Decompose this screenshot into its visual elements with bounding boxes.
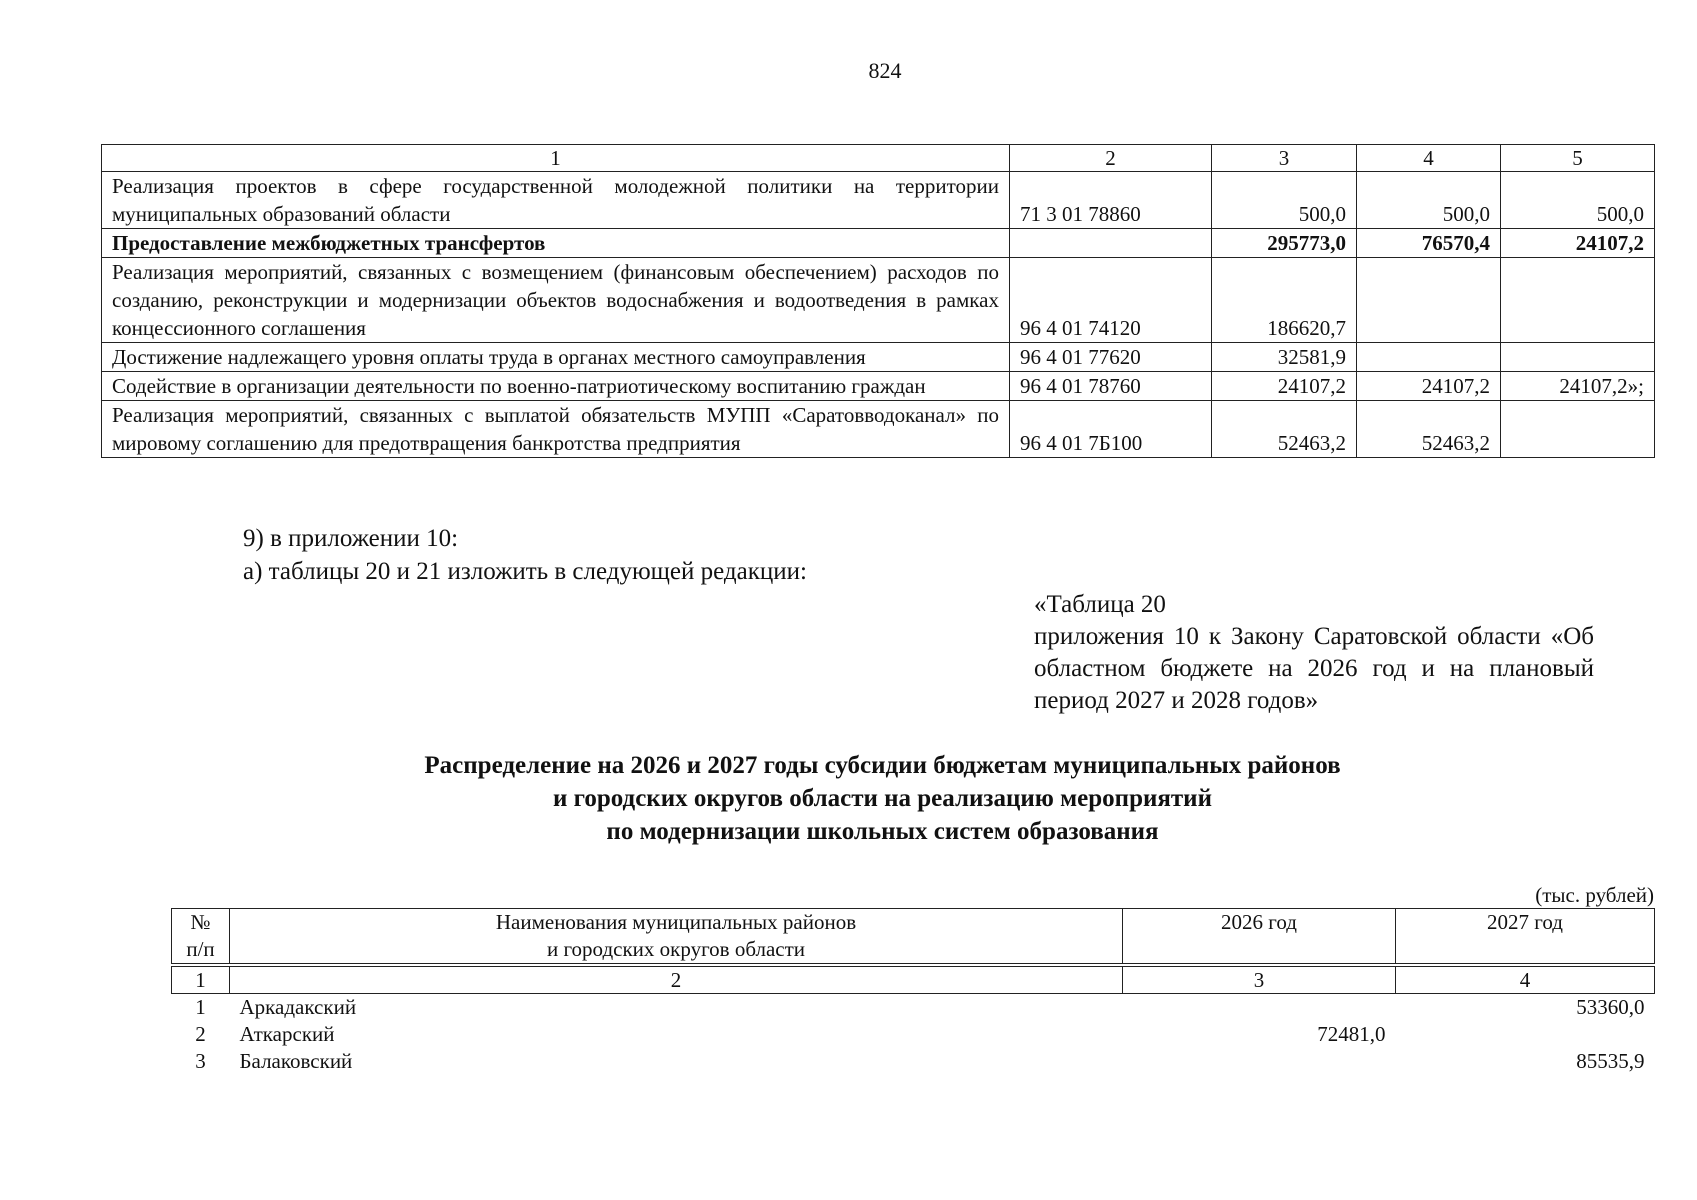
row-value-col-4: 76570,4 — [1357, 229, 1501, 258]
column-number-2: 2 — [230, 965, 1123, 994]
table-title — [0, 749, 1697, 848]
row-name: Реализация мероприятий, связанных с возмещением (финансовым обеспечением) расходов по созданию, реконструкции и модернизации объектов водоснабжения и водоотведения в рамках концессионного соглашения — [102, 258, 1010, 343]
header-name-line-2: и городских округов области — [546, 937, 806, 961]
unit-label: (тыс. рублей) — [1535, 883, 1654, 907]
row-value-col-4 — [1357, 343, 1501, 372]
row-number: 1 — [195, 995, 206, 1019]
caption-line-2: приложения 10 к Закону Саратовской области «Об областном бюджете на 2026 год и на плановый период 2027 и 2028 годов» — [1034, 623, 1594, 714]
row-value-col-5: 500,0 — [1501, 172, 1655, 229]
row-district-name: Аркадакский — [239, 995, 357, 1019]
table-caption — [1034, 589, 1594, 717]
row-value-col-3: 295773,0 — [1212, 229, 1357, 258]
row-code: 96 4 01 78760 — [1010, 372, 1212, 401]
row-name: Предоставление межбюджетных трансфертов — [102, 229, 1010, 258]
row-value-col-5 — [1501, 258, 1655, 343]
table-row — [172, 1048, 1655, 1075]
row-value-col-4: 52463,2 — [1357, 401, 1501, 458]
row-value-col-5 — [1501, 343, 1655, 372]
row-value-col-3: 32581,9 — [1212, 343, 1357, 372]
table-title-line-3: по модернизации школьных систем образования — [606, 818, 1159, 845]
header-year-2027: 2027 год — [1396, 909, 1655, 966]
row-code: 96 4 01 7Б100 — [1010, 401, 1212, 458]
table2-header-row — [172, 909, 1655, 966]
row-value-col-5 — [1501, 401, 1655, 458]
column-number-4: 4 — [1396, 965, 1655, 994]
row-code: 96 4 01 77620 — [1010, 343, 1212, 372]
item-9-text: 9) в приложении 10: — [243, 525, 459, 552]
header-number-cell — [172, 909, 230, 966]
table-row — [102, 343, 1655, 372]
column-number-1: 1 — [172, 965, 230, 994]
row-value-2027 — [1396, 1021, 1655, 1048]
row-number: 2 — [195, 1022, 206, 1046]
table-row — [102, 258, 1655, 343]
table-row — [172, 1021, 1655, 1048]
table1-header-col-2: 2 — [1010, 145, 1212, 172]
subsidy-distribution-table — [171, 908, 1655, 1075]
header-year-2026: 2026 год — [1123, 909, 1396, 966]
table-row — [102, 372, 1655, 401]
row-value-2026 — [1123, 994, 1396, 1022]
item-a-text: а) таблицы 20 и 21 изложить в следующей редакции: — [243, 558, 807, 585]
row-value-col-3: 186620,7 — [1212, 258, 1357, 343]
row-value-col-5: 24107,2 — [1501, 229, 1655, 258]
row-value-col-3: 500,0 — [1212, 172, 1357, 229]
table-title-line-2: и городских округов области на реализацию мероприятий — [552, 785, 1212, 812]
row-code: 96 4 01 74120 — [1010, 258, 1212, 343]
row-value-col-3: 24107,2 — [1212, 372, 1357, 401]
table2-column-number-row — [172, 965, 1655, 994]
table1-header-col-4: 4 — [1357, 145, 1501, 172]
row-name: Реализация мероприятий, связанных с выплатой обязательств МУПП «Саратовводоканал» по мировому соглашению для предотвращения банкротства предприятия — [102, 401, 1010, 458]
table-row — [172, 994, 1655, 1022]
row-code: 71 3 01 78860 — [1010, 172, 1212, 229]
row-number: 3 — [195, 1049, 206, 1073]
header-name-line-1: Наименования муниципальных районов — [495, 910, 857, 934]
row-value-2027: 85535,9 — [1576, 1049, 1645, 1073]
row-value-col-4: 24107,2 — [1357, 372, 1501, 401]
table-row — [102, 229, 1655, 258]
row-name: Достижение надлежащего уровня оплаты труда в органах местного самоуправления — [102, 343, 1010, 372]
table1-header-col-3: 3 — [1212, 145, 1357, 172]
row-name: Реализация проектов в сфере государственной молодежной политики на территории муниципальных образований области — [102, 172, 1010, 229]
row-value-col-4: 500,0 — [1357, 172, 1501, 229]
row-value-col-5: 24107,2»; — [1501, 372, 1655, 401]
page-number: 824 — [868, 58, 902, 83]
header-name-cell — [230, 909, 1123, 966]
row-name: Содействие в организации деятельности по военно-патриотическому воспитанию граждан — [102, 372, 1010, 401]
row-value-2026 — [1123, 1048, 1396, 1075]
column-number-3: 3 — [1123, 965, 1396, 994]
budget-allocation-table — [101, 144, 1655, 458]
header-number-line-1: № — [190, 910, 211, 934]
header-number-line-2: п/п — [186, 937, 215, 961]
row-code — [1010, 229, 1212, 258]
table1-header-col-1: 1 — [102, 145, 1010, 172]
row-value-2026: 72481,0 — [1317, 1022, 1386, 1046]
row-district-name: Балаковский — [239, 1049, 353, 1073]
table-row — [102, 401, 1655, 458]
table-row — [102, 172, 1655, 229]
caption-line-1: «Таблица 20 — [1034, 591, 1166, 618]
row-value-col-4 — [1357, 258, 1501, 343]
table1-header-col-5: 5 — [1501, 145, 1655, 172]
row-district-name: Аткарский — [239, 1022, 335, 1046]
row-value-2027: 53360,0 — [1576, 995, 1645, 1019]
table-title-line-1: Распределение на 2026 и 2027 годы субсидии бюджетам муниципальных районов — [424, 752, 1341, 779]
row-value-col-3: 52463,2 — [1212, 401, 1357, 458]
table1-header-row — [102, 145, 1655, 172]
